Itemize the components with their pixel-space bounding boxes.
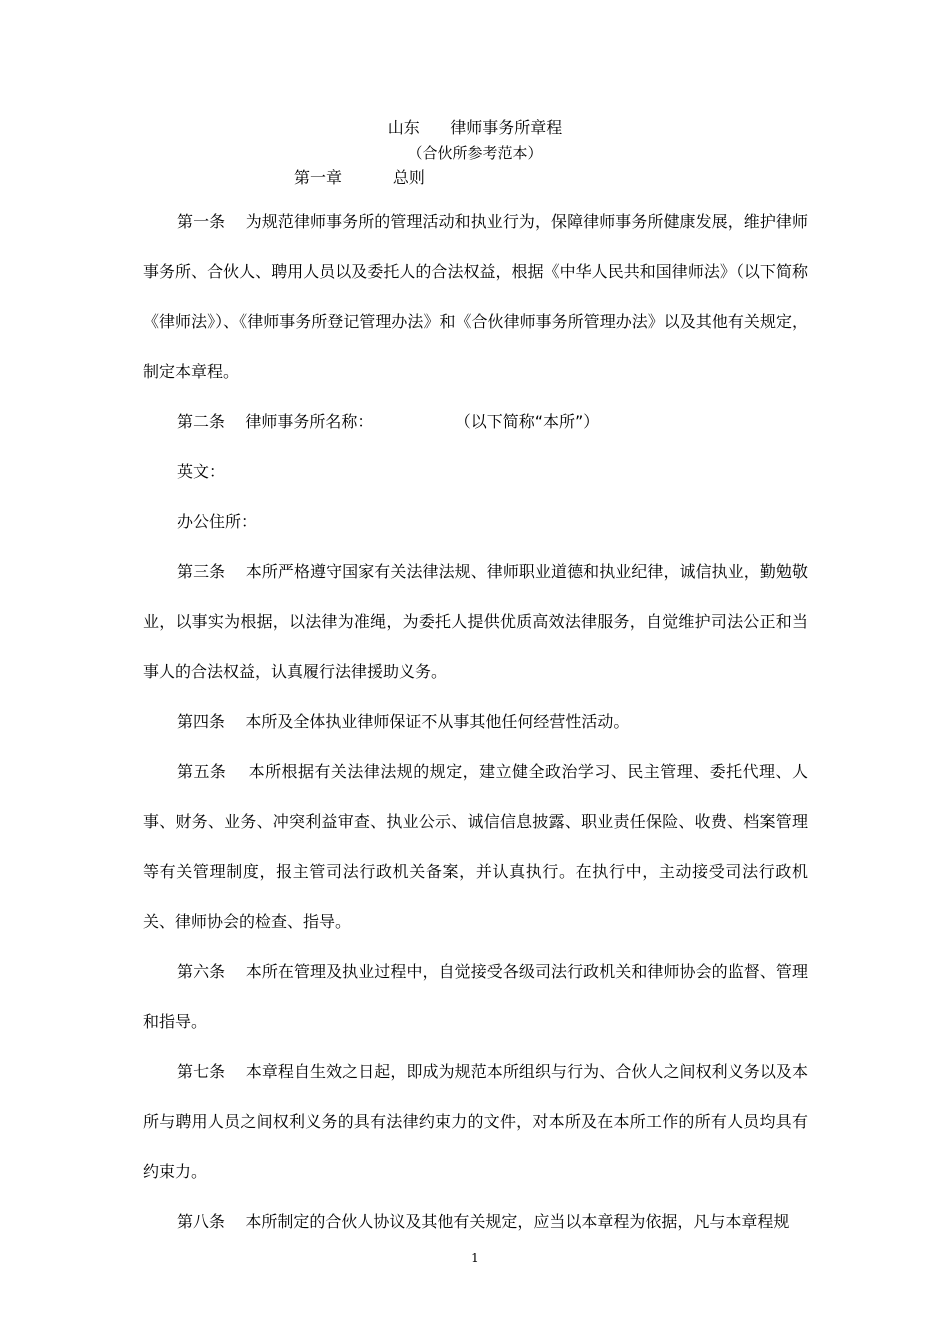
chapter-heading: 第一章 总则 [294,168,425,187]
article-2-paragraph: 第二条 律师事务所名称： （以下简称“本所”） [177,412,600,431]
article-6-paragraph: 第六条 本所在管理及执业过程中，自觉接受各级司法行政机关和律师协会的监督、管理和指导。 [143,962,808,1031]
article-5-paragraph: 第五条 本所根据有关法律法规的规定，建立健全政治学习、民主管理、委托代理、人事、财务、业务、冲突利益审查、执业公示、诚信信息披露、职业责任保险、收费、档案管理等有关管理制度，报主管司法行政机关备案，并认真执行。在执行中，主动接受司法行政机关、律师协会的检查、指导。 [143,762,808,931]
page-number: 1 [471,1251,479,1265]
article-1-paragraph: 第一条 为规范律师事务所的管理活动和执业行为，保障律师事务所健康发展，维护律师事务所、合伙人、聘用人员以及委托人的合法权益，根据《中华人民共和国律师法》（以下简称《律师法》）、《律师事务所登记管理办法》和《合伙律师事务所管理办法》以及其他有关规定，制定本章程。 [143,212,808,381]
english-name-line: 英文： [177,462,226,481]
article-3-paragraph: 第三条 本所严格遵守国家有关法律法规、律师职业道德和执业纪律，诚信执业，勤勉敬业，以事实为根据，以法律为准绳，为委托人提供优质高效法律服务，自觉维护司法公正和当事人的合法权益，认真履行法律援助义务。 [143,562,808,681]
article-8-paragraph: 第八条 本所制定的合伙人协议及其他有关规定，应当以本章程为依据，凡与本章程规 [177,1212,790,1231]
article-4-paragraph: 第四条 本所及全体执业律师保证不从事其他任何经营性活动。 [177,712,630,731]
document-body [143,197,808,1247]
document-subtitle: （合伙所参考范本） [407,144,543,162]
office-address-line: 办公住所： [177,512,258,531]
article-7-paragraph: 第七条 本章程自生效之日起，即成为规范本所组织与行为、合伙人之间权利义务以及本所与聘用人员之间权利义务的具有法律约束力的文件，对本所及在本所工作的所有人员均具有约束力。 [143,1062,808,1181]
document-title: 山东 律师事务所章程 [387,118,563,137]
